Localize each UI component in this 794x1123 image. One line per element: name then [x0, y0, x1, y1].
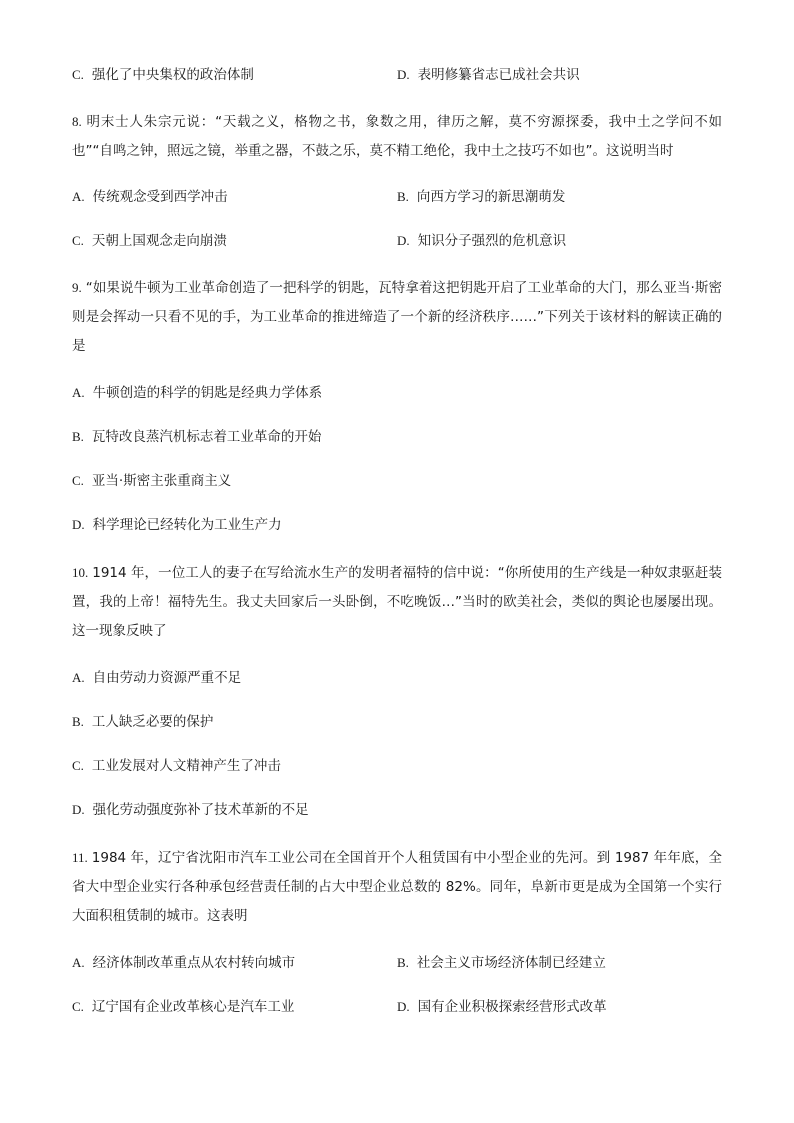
option-letter: A.	[72, 955, 85, 970]
option-text: 强化了中央集权的政治体制	[91, 67, 254, 83]
option-letter: C.	[72, 67, 84, 82]
q11-stem	[72, 843, 722, 931]
option-letter: D.	[397, 999, 410, 1014]
option-letter: A.	[72, 385, 85, 400]
option-letter: D.	[397, 233, 410, 248]
option-text: 辽宁国有企业改革核心是汽车工业	[91, 999, 295, 1015]
q10-stem	[72, 558, 722, 646]
question-number: 11.	[72, 850, 88, 865]
question-number: 9.	[72, 280, 82, 295]
option-text: 社会主义市场经济体制已经建立	[416, 955, 606, 971]
option-letter: A.	[72, 670, 85, 685]
q10-option-c	[72, 755, 732, 777]
option-text: 自由劳动力资源严重不足	[92, 670, 242, 686]
q9-option-b	[72, 426, 732, 448]
q8-option-b	[397, 186, 722, 208]
q7-option-d	[397, 64, 722, 86]
question-number: 10.	[72, 565, 89, 580]
option-text: 知识分子强烈的危机意识	[417, 233, 567, 249]
q11-option-c	[72, 996, 397, 1018]
q9-option-d	[72, 514, 732, 536]
option-letter: C.	[72, 758, 84, 773]
q9-option-a	[72, 382, 732, 404]
option-text: 牛顿创造的科学的钥匙是经典力学体系	[92, 385, 323, 401]
question-text: 明末士人朱宗元说：“天载之义，格物之书，象数之用，律历之解，莫不穷源探委，我中土之学问不如也”“自鸣之钟，照远之镜，举重之器，不鼓之乐，莫不精工绝伦，我中土之技巧不如也”。这说明当时	[72, 114, 722, 159]
q11-options-row-ab	[72, 952, 732, 974]
option-letter: D.	[397, 67, 410, 82]
question-text: 1914 年，一位工人的妻子在写给流水生产的发明者福特的信中说：“你所使用的生产线是一种奴隶驱赶装置，我的上帝！福特先生。我丈夫回家后一头卧倒，不吃晚饭…”当时的欧美社会，类似的舆论也屡屡出现。这一现象反映了	[72, 565, 722, 639]
q11-option-b	[397, 952, 722, 974]
option-text: 经济体制改革重点从农村转向城市	[92, 955, 296, 971]
option-letter: B.	[397, 189, 409, 204]
q8-options-row-ab	[72, 186, 732, 208]
q9-stem	[72, 273, 722, 361]
option-text: 表明修纂省志已成社会共识	[417, 67, 580, 83]
q8-option-a	[72, 186, 397, 208]
q8-option-c	[72, 230, 397, 252]
option-text: 亚当·斯密主张重商主义	[91, 473, 232, 489]
option-text: 传统观念受到西学冲击	[92, 189, 228, 205]
q10-option-d	[72, 799, 732, 821]
q8-option-d	[397, 230, 722, 252]
q11-options-row-cd	[72, 996, 732, 1018]
question-number: 8.	[72, 114, 82, 129]
q11-option-d	[397, 996, 722, 1018]
option-text: 工业发展对人文精神产生了冲击	[91, 758, 281, 774]
question-text: “如果说牛顿为工业革命创造了一把科学的钥匙，瓦特拿着这把钥匙开启了工业革命的大门，那么亚当·斯密则是会挥动一只看不见的手，为工业革命的推进缔造了一个新的经济秩序……”下列关于该材料的解读正确的是	[72, 280, 722, 354]
option-text: 天朝上国观念走向崩溃	[91, 233, 227, 249]
q10-option-a	[72, 667, 732, 689]
option-letter: B.	[72, 429, 84, 444]
option-text: 国有企业积极探索经营形式改革	[417, 999, 607, 1015]
option-text: 科学理论已经转化为工业生产力	[92, 517, 282, 533]
option-letter: A.	[72, 189, 85, 204]
option-letter: C.	[72, 999, 84, 1014]
option-letter: C.	[72, 473, 84, 488]
option-letter: C.	[72, 233, 84, 248]
q7-options-row-cd	[72, 64, 732, 86]
option-letter: D.	[72, 802, 85, 817]
q8-stem	[72, 107, 722, 166]
option-text: 瓦特改良蒸汽机标志着工业革命的开始	[91, 429, 322, 445]
q9-option-c	[72, 470, 732, 492]
question-text: 1984 年，辽宁省沈阳市汽车工业公司在全国首开个人租赁国有中小型企业的先河。到 1987 年年底，全省大中型企业实行各种承包经营责任制的占大中型企业总数的 82%。同年，阜新市更是成为全国第一个实行大面积租赁制的城市。这表明	[72, 850, 722, 924]
q11-option-a	[72, 952, 397, 974]
q7-option-c	[72, 64, 397, 86]
option-letter: B.	[397, 955, 409, 970]
option-text: 工人缺乏必要的保护	[91, 714, 214, 730]
q10-option-b	[72, 711, 732, 733]
option-letter: D.	[72, 517, 85, 532]
option-text: 向西方学习的新思潮萌发	[416, 189, 566, 205]
option-letter: B.	[72, 714, 84, 729]
option-text: 强化劳动强度弥补了技术革新的不足	[92, 802, 309, 818]
q8-options-row-cd	[72, 230, 732, 252]
